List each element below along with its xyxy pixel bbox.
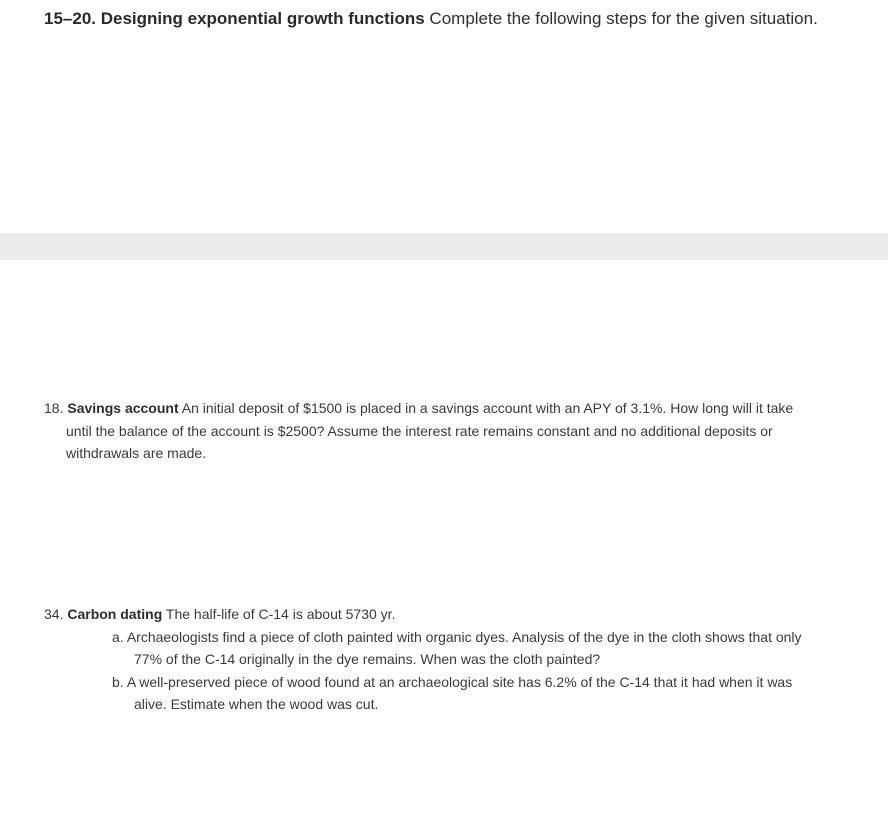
problem-18 xyxy=(44,397,874,465)
page-divider xyxy=(0,233,888,260)
problem-34-intro: The half-life of C-14 is about 5730 yr. xyxy=(165,606,396,622)
part-b-label: b. xyxy=(112,673,124,690)
section-heading xyxy=(44,8,888,30)
section-instruction: Complete the following steps for the given situation. xyxy=(429,9,818,28)
problem-34-part-a xyxy=(66,626,888,671)
part-b-text-1: A well-preserved piece of wood found at an archaeological site has 6.2% of the C-14 that it had when it was xyxy=(126,673,793,690)
section-number: 15–20. xyxy=(44,9,96,28)
problem-34-part-b xyxy=(66,671,888,716)
problem-34-number: 34. xyxy=(44,606,64,622)
problem-34-topic: Carbon dating xyxy=(67,606,163,622)
section-title: Designing exponential growth functions xyxy=(100,9,425,28)
problem-18-topic: Savings account xyxy=(67,400,179,416)
part-a-text-2: 77% of the C-14 originally in the dye remains. When was the cloth painted? xyxy=(134,651,601,667)
problem-18-text-2: until the balance of the account is $2500? Assume the interest rate remains constant and no additional deposits or xyxy=(66,422,773,439)
part-a-text-1: Archaeologists find a piece of cloth painted with organic dyes. Analysis of the dye in the cloth shows that only xyxy=(126,628,802,645)
part-b-text-2: alive. Estimate when the wood was cut. xyxy=(134,696,379,712)
problem-34-intro-line xyxy=(44,603,874,626)
problem-18-text-3: withdrawals are made. xyxy=(66,445,207,461)
problem-18-line-1 xyxy=(44,397,874,420)
problem-18-number: 18. xyxy=(44,400,64,416)
part-a-label: a. xyxy=(112,628,124,645)
problem-18-text-1: An initial deposit of $1500 is placed in a savings account with an APY of 3.1%. How long will it take xyxy=(181,400,794,416)
problem-34 xyxy=(44,603,874,716)
